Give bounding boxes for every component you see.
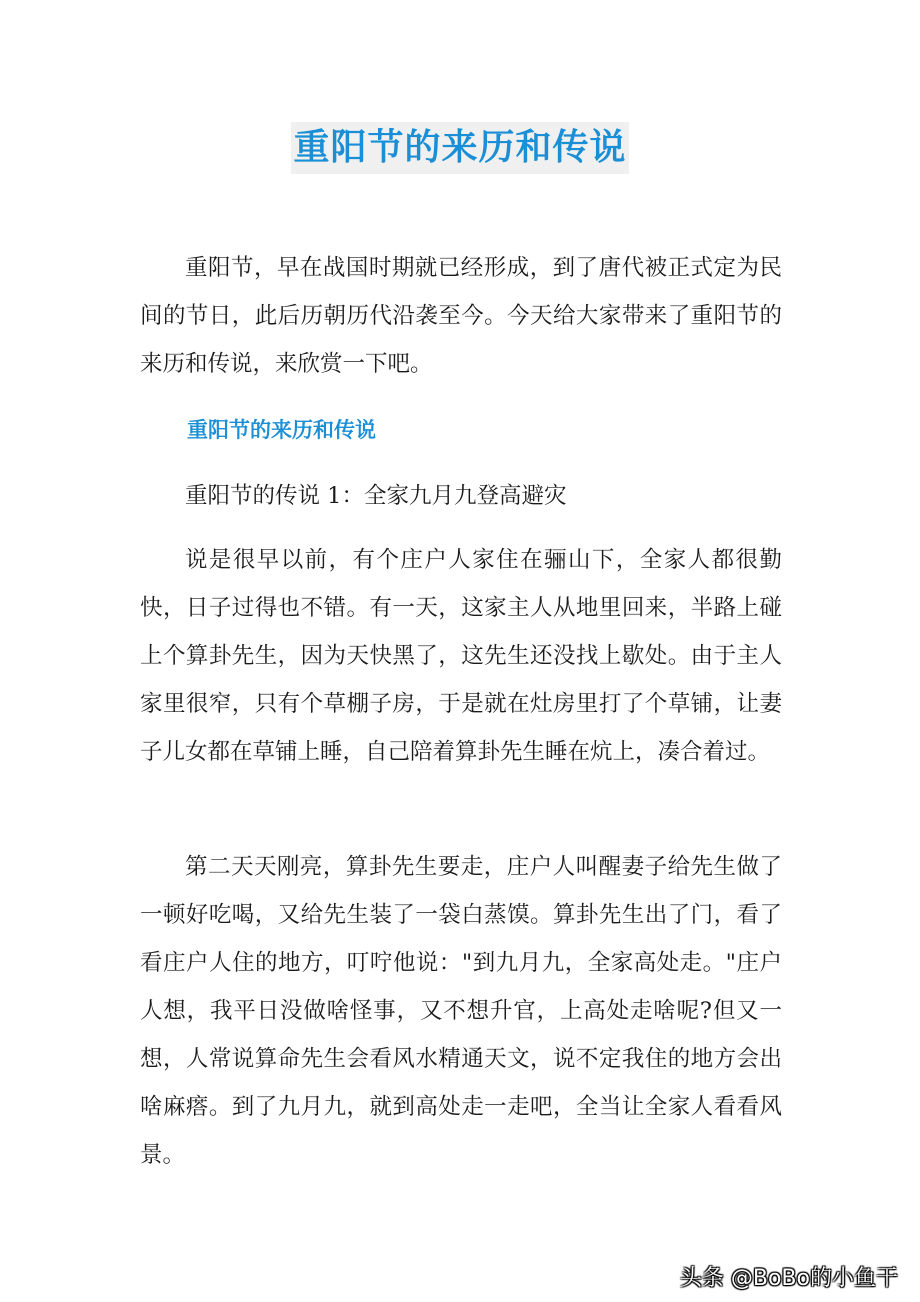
legend-title: 重阳节的传说 1：全家九月九登高避灾 bbox=[185, 483, 567, 509]
intro-paragraph: 重阳节，早在战国时期就已经形成，到了唐代被正式定为民间的节日，此后历朝历代沿袭至今。今天给大家带来了重阳节的来历和传说，来欣赏一下吧。 bbox=[140, 255, 782, 377]
document-title: 重阳节的来历和传说 bbox=[291, 122, 628, 174]
title-container bbox=[0, 122, 920, 174]
section-heading: 重阳节的来历和传说 bbox=[187, 418, 376, 442]
story-paragraph-2: 第二天天刚亮，算卦先生要走，庄户人叫醒妻子给先生做了一顿好吃喝，又给先生装了一袋白蒸馍。算卦先生出了门，看了看庄户人住的地方，叮咛他说："到九月九，全家高处走。"庄户人想，我平日没做啥怪事，又不想升官，上高处走啥呢?但又一想，人常说算命先生会看风水精通天文，说不定我住的地方会出啥麻瘩。到了九月九，就到高处走一走吧，全当让全家人看看风景。 bbox=[140, 854, 782, 1168]
source-watermark: 头条 @BoBo的小鱼干 bbox=[679, 1266, 898, 1291]
story-paragraph-1: 说是很早以前，有个庄户人家住在骊山下，全家人都很勤快，日子过得也不错。有一天，这家主人从地里回来，半路上碰上个算卦先生，因为天快黑了，这先生还没找上歇处。由于主人家里很窄，只有个草棚子房，于是就在灶房里打了个草铺，让妻子儿女都在草铺上睡，自己陪着算卦先生睡在炕上，凑合着过。 bbox=[140, 547, 782, 765]
